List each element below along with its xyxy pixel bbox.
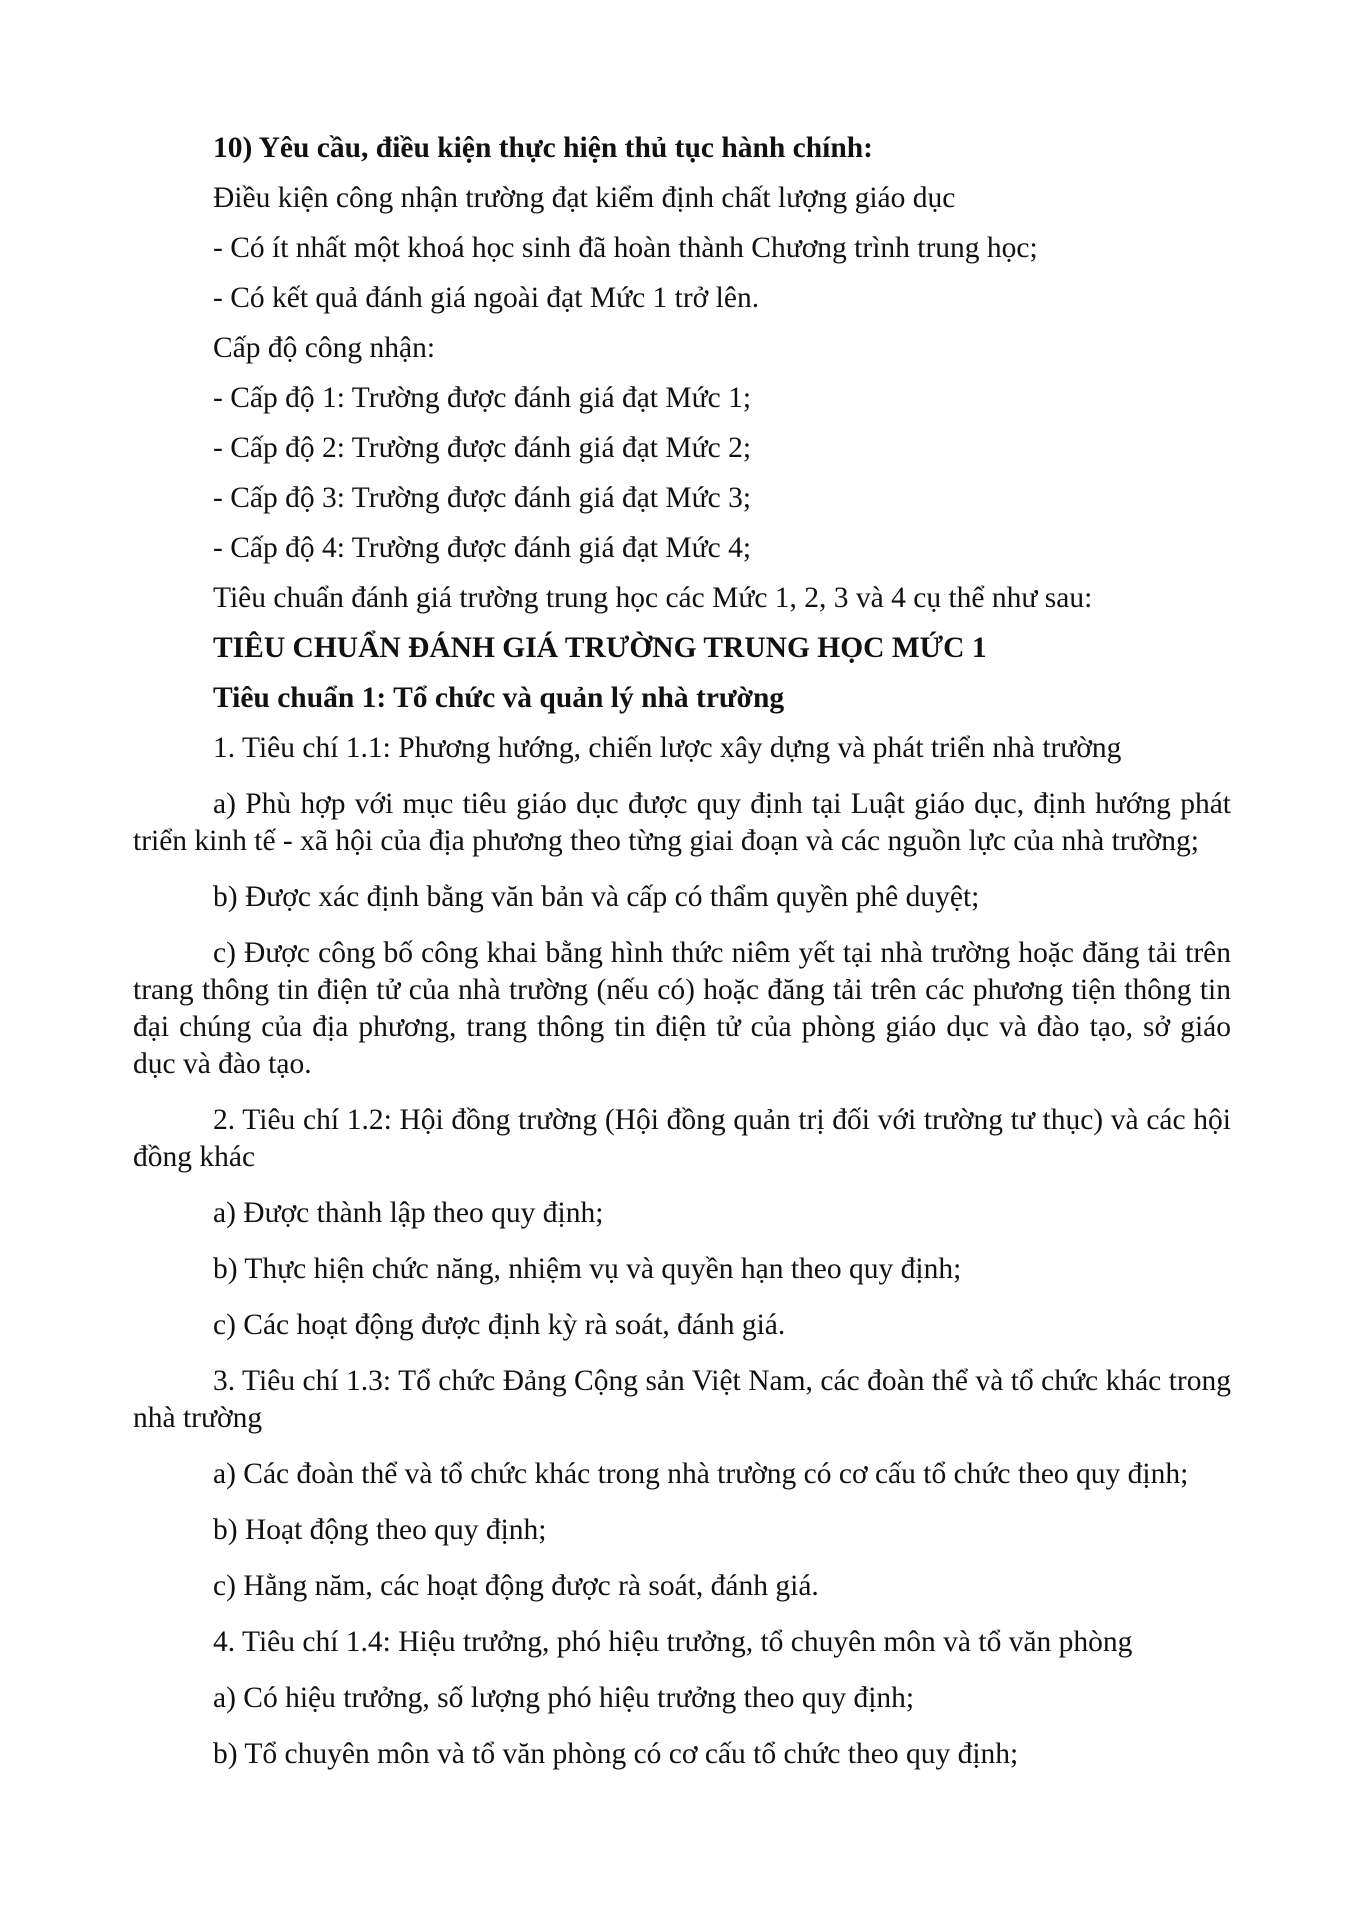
standards-intro: Tiêu chuẩn đánh giá trường trung học các Mức 1, 2, 3 và 4 cụ thể như sau: [213,582,1093,614]
condition-item: - Có ít nhất một khoá học sinh đã hoàn thành Chương trình trung học; [213,232,1038,264]
conditions-intro: Điều kiện công nhận trường đạt kiểm định chất lượng giáo dục [213,182,956,214]
level-item: - Cấp độ 1: Trường được đánh giá đạt Mức 1; [213,382,752,414]
criterion-item: a) Được thành lập theo quy định; [213,1197,604,1229]
level-item: - Cấp độ 4: Trường được đánh giá đạt Mức 4; [213,532,752,564]
criterion-title: 1. Tiêu chí 1.1: Phương hướng, chiến lược xây dựng và phát triển nhà trường [213,732,1122,764]
level-item: - Cấp độ 2: Trường được đánh giá đạt Mức 2; [213,432,752,464]
levels-intro: Cấp độ công nhận: [213,332,436,364]
criterion-item: c) Được công bố công khai bằng hình thức niêm yết tại nhà trường hoặc đăng tải trên trang thông tin điện tử của nhà trường (nếu có) hoặc đăng tải trên các phương tiện thông tin đại chúng của địa phương, trang thông tin điện tử của phòng giáo dục và đào tạo, sở giáo dục và đào tạo. [133,937,1231,1080]
criterion-item: a) Có hiệu trưởng, số lượng phó hiệu trưởng theo quy định; [213,1682,915,1714]
criterion-title: 2. Tiêu chí 1.2: Hội đồng trường (Hội đồng quản trị đối với trường tư thục) và các hội đồng khác [133,1104,1231,1173]
criterion-item: b) Tổ chuyên môn và tổ văn phòng có cơ cấu tổ chức theo quy định; [213,1738,1019,1770]
criterion-item: a) Phù hợp với mục tiêu giáo dục được quy định tại Luật giáo dục, định hướng phát triển kinh tế - xã hội của địa phương theo từng giai đoạn và các nguồn lực của nhà trường; [133,788,1231,857]
level-item: - Cấp độ 3: Trường được đánh giá đạt Mức 3; [213,482,752,514]
criterion-item: c) Hằng năm, các hoạt động được rà soát, đánh giá. [213,1570,819,1602]
criterion-item: c) Các hoạt động được định kỳ rà soát, đánh giá. [213,1309,786,1341]
criterion-title: 4. Tiêu chí 1.4: Hiệu trưởng, phó hiệu trưởng, tổ chuyên môn và tổ văn phòng [213,1626,1133,1658]
document-body [133,130,1231,1792]
criterion-item: a) Các đoàn thể và tổ chức khác trong nhà trường có cơ cấu tổ chức theo quy định; [213,1458,1189,1490]
criterion-title: 3. Tiêu chí 1.3: Tổ chức Đảng Cộng sản Việt Nam, các đoàn thể và tổ chức khác trong nhà trường [133,1365,1231,1434]
criterion-item: b) Hoạt động theo quy định; [213,1514,547,1546]
standard1-heading: Tiêu chuẩn 1: Tổ chức và quản lý nhà trường [213,682,785,714]
level1-heading: TIÊU CHUẨN ĐÁNH GIÁ TRƯỜNG TRUNG HỌC MỨC 1 [213,632,987,664]
criterion-item: b) Được xác định bằng văn bản và cấp có thẩm quyền phê duyệt; [213,881,980,913]
criterion-item: b) Thực hiện chức năng, nhiệm vụ và quyền hạn theo quy định; [213,1253,962,1285]
condition-item: - Có kết quả đánh giá ngoài đạt Mức 1 trở lên. [213,282,760,314]
section-title: 10) Yêu cầu, điều kiện thực hiện thủ tục hành chính: [213,132,874,164]
